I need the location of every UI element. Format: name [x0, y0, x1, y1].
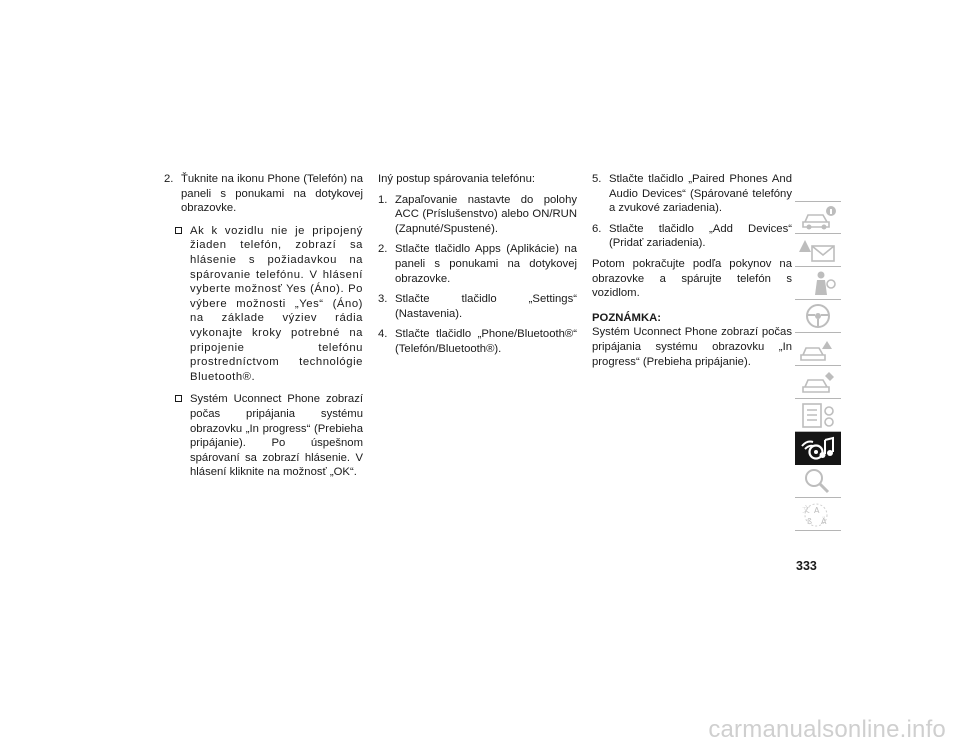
- step-5: [592, 172, 792, 216]
- step-3: [378, 292, 577, 321]
- multimedia-icon: [799, 434, 837, 462]
- column-right: [592, 172, 792, 375]
- svg-text:A: A: [814, 506, 820, 515]
- tab-service[interactable]: [795, 366, 841, 399]
- tab-specs[interactable]: [795, 399, 841, 432]
- bullet-text: Ak k vozidlu nie je pripojený žiaden telefón, zobrazí sa hlásenie s požiadavkou na spárovanie telefónu. V hlásení vyberte možnosť Yes (Áno). Po výbere možnosti „Yes“ (Áno) na základe výziev rádia vykonajte kroky potrebné na pripojenie telefónu prostredníctvom technológie Bluetooth®.: [190, 224, 363, 383]
- svg-text:文: 文: [802, 505, 810, 514]
- step-number: 3.: [378, 293, 388, 306]
- warning-mail-icon: [799, 236, 837, 264]
- step-text: Stlačte tlačidlo Apps (Aplikácie) na paneli s ponukami na dotykovej obrazovke.: [395, 243, 577, 285]
- chapter-tabs: [795, 201, 841, 531]
- step-number: 5.: [592, 173, 602, 185]
- step-text: Stlačte tlačidlo „Phone/Bluetooth®“ (Telefón/Bluetooth®).: [395, 328, 577, 355]
- tab-driving[interactable]: [795, 300, 841, 333]
- step-number: 2.: [164, 173, 174, 185]
- svg-text:ß: ß: [807, 517, 813, 526]
- tab-safety[interactable]: [795, 267, 841, 300]
- note-text: Systém Uconnect Phone zobrazí počas pripájania systému obrazovku „In progress“ (Prebieha pripájanie).: [592, 326, 792, 368]
- magnifier-icon: [799, 467, 837, 495]
- step-1: [378, 193, 577, 237]
- languages-icon: [799, 500, 837, 528]
- step-text: Zapaľovanie nastavte do polohy ACC (Príslušenstvo) alebo ON/RUN (Zapnuté/Spustené).: [395, 193, 577, 235]
- step-2: [378, 242, 577, 286]
- step-number: 2.: [378, 243, 388, 256]
- square-bullet-icon: [175, 227, 182, 234]
- step-4: [378, 327, 577, 356]
- step-number: 6.: [592, 222, 602, 235]
- bullet-text: Systém Uconnect Phone zobrazí počas pripájania systému obrazovku „In progress“ (Prebieha pripájanie). Po úspešnom spárovaní sa zobrazí hlásenie. V hlásení kliknite na možnosť „OK“.: [190, 393, 363, 479]
- svg-text:Ä: Ä: [821, 517, 827, 526]
- column-middle: [378, 172, 577, 363]
- alt-procedure-intro: Iný postup spárovania telefónu:: [378, 173, 536, 185]
- car-service-icon: [799, 368, 837, 396]
- tab-languages[interactable]: [795, 498, 841, 531]
- steering-wheel-icon: [799, 302, 837, 330]
- step-number: 1.: [378, 193, 388, 206]
- tab-multimedia[interactable]: [795, 432, 841, 465]
- step-2: [164, 172, 363, 216]
- follow-instructions-paragraph: Potom pokračujte podľa pokynov na obrazovke a spárujte telefón s vozidlom.: [592, 257, 792, 300]
- step-text: Stlačte tlačidlo „Add Devices“ (Pridať zariadenia).: [609, 222, 792, 250]
- airbag-person-icon: [799, 269, 837, 297]
- step-text: Ťuknite na ikonu Phone (Telefón) na paneli s ponukami na dotykovej obrazovke.: [181, 173, 363, 215]
- note-title: POZNÁMKA:: [592, 311, 662, 324]
- tab-emergency[interactable]: [795, 333, 841, 366]
- tab-index[interactable]: [795, 465, 841, 498]
- step-text: Stlačte tlačidlo „Settings“ (Nastavenia).: [395, 293, 577, 320]
- car-crash-icon: [799, 335, 837, 363]
- step-number: 4.: [378, 328, 388, 341]
- bullet-in-progress: [164, 392, 363, 480]
- step-6: [592, 222, 792, 251]
- car-info-icon: [799, 203, 837, 231]
- watermark: carmanualsonline.info: [708, 716, 946, 743]
- maintenance-list-icon: [799, 401, 837, 429]
- page-number: 333: [796, 559, 817, 573]
- column-left: [164, 172, 363, 488]
- step-text: Stlačte tlačidlo „Paired Phones And Audio Devices“ (Spárované telefóny a zvukové zariadenia).: [609, 173, 792, 215]
- tab-car-info[interactable]: [795, 201, 841, 234]
- square-bullet-icon: [175, 395, 182, 402]
- tab-warnings[interactable]: [795, 234, 841, 267]
- bullet-no-phone: [164, 224, 363, 385]
